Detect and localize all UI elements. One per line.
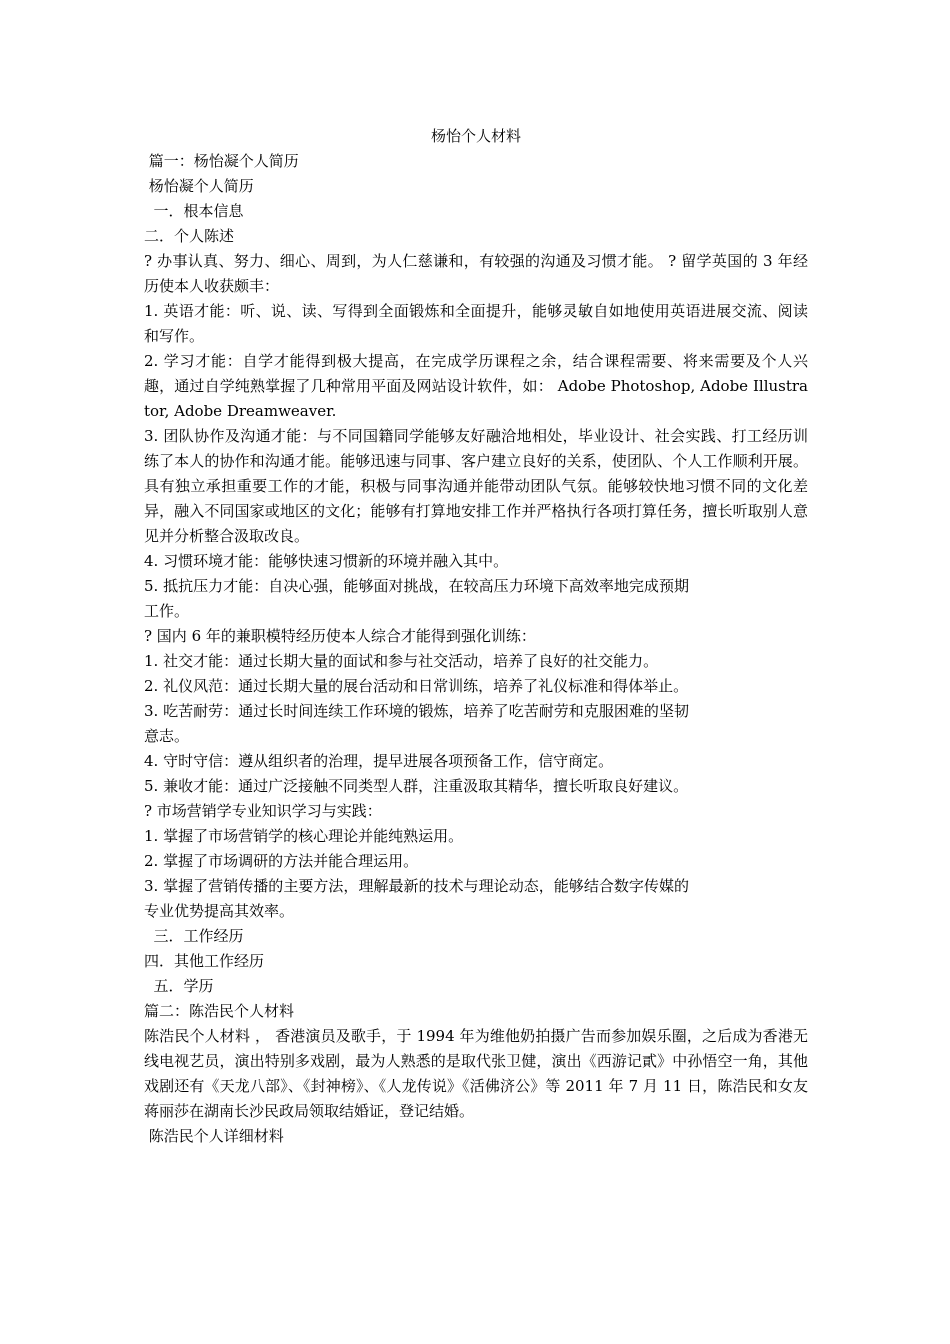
adaptation-skill-paragraph: 4. 习惯环境才能：能够快速习惯新的环境并融入其中。: [144, 552, 509, 570]
pressure-skill-paragraph: 5. 抵抗压力才能：自决心强，能够面对挑战，在较高压力环境下高效率地完成预期工作。: [144, 577, 689, 620]
punctuality-paragraph: 4. 守时守信：遵从组织者的治理，提早进展各项预备工作，信守商定。: [144, 752, 614, 770]
etiquette-paragraph: 2. 礼仪风范：通过长期大量的展台活动和日常训练，培养了礼仪标准和得体举止。: [144, 677, 689, 695]
chen-haomin-paragraph: 陈浩民个人材料 ， 香港演员及歌手，于 1994 年为维他奶拍摄广告而参加娱乐圈，之后成为香港无线电视艺员，演出特别多戏剧，最为人熟悉的是取代张卫健，演出《西游记貳》中孙悟空一角，其他戏剧还有《天龙八部》、《封神榜》、《人龙传说》《活佛济公》等 2011 年 7 月 11 日，陈浩民和女友蒋丽莎在湖南长沙民政局领取结婚证，登记结婚。: [144, 1027, 808, 1120]
english-skill-paragraph: 1. 英语才能：听、说、读、写得到全面锻炼和全面提升，能够灵敏自如地使用英语进展交流、阅读和写作。: [144, 302, 808, 345]
marketing-research-paragraph: 2. 掌握了市场调研的方法并能合理运用。: [144, 852, 419, 870]
document-page: [144, 124, 808, 1149]
section-work-experience: 三．工作经历: [144, 927, 244, 945]
hardworking-paragraph: 3. 吃苦耐劳：通过长时间连续工作环境的锻炼，培养了吃苦耐劳和克服困难的坚韧意志。: [144, 702, 689, 745]
section-personal-statement: 二．个人陈述: [144, 227, 235, 245]
teamwork-skill-paragraph: 3. 团队协作及沟通才能：与不同国籍同学能够友好融洽地相处，毕业设计、社会实践、打工经历训练了本人的协作和沟通才能。能够迅速与同事、客户建立良好的关系，使团队、个人工作顺利开展。具有独立承担重要工作的才能，积极与同事沟通并能带动团队气氛。能够较快地习惯不同的文化差异，融入不同国家或地区的文化；能够有打算地安排工作并严格执行各项打算任务，擅长听取别人意见并分析整合汲取改良。: [144, 427, 808, 545]
learning-skill-paragraph: 2. 学习才能：自学才能得到极大提高，在完成学历课程之余，结合课程需要、将来需要及个人兴趣，通过自学纯熟掌握了几种常用平面及网站设计软件，如： Adobe Photoshop, Adobe Illustrator, Adobe Dreamweaver.: [144, 352, 808, 420]
marketing-heading: ? 市场营销学专业知识学习与实践：: [144, 802, 382, 820]
section-other-work: 四．其他工作经历: [144, 952, 265, 970]
section-education: 五．学历: [144, 977, 214, 995]
chen-haomin-details-heading: 陈浩民个人详细材料: [144, 1127, 284, 1145]
chapter-one-heading: 篇一：杨怡凝个人简历: [144, 152, 299, 170]
resume-heading: 杨怡凝个人简历: [144, 177, 254, 195]
statement-paragraph: ? 办事认真、努力、细心、周到，为人仁慈谦和，有较强的沟通及习惯才能。 ? 留学英国的 3 年经历使本人收获颇丰：: [144, 252, 808, 295]
section-basic-info: 一．根本信息: [144, 202, 244, 220]
model-experience-heading: ? 国内 6 年的兼职模特经历使本人综合才能得到强化训练：: [144, 627, 536, 645]
marketing-theory-paragraph: 1. 掌握了市场营销学的核心理论并能纯熟运用。: [144, 827, 464, 845]
chapter-two-heading: 篇二：陈浩民个人材料: [144, 1002, 295, 1020]
marketing-communication-paragraph: 3. 掌握了营销传播的主要方法，理解最新的技术与理论动态，能够结合数字传媒的专业优势提高其效率。: [144, 877, 689, 920]
document-title: 杨怡个人材料: [430, 127, 521, 145]
openness-paragraph: 5. 兼收才能：通过广泛接触不同类型人群，注重汲取其精华，擅长听取良好建议。: [144, 777, 689, 795]
social-skill-paragraph: 1. 社交才能：通过长期大量的面试和参与社交活动，培养了良好的社交能力。: [144, 652, 659, 670]
